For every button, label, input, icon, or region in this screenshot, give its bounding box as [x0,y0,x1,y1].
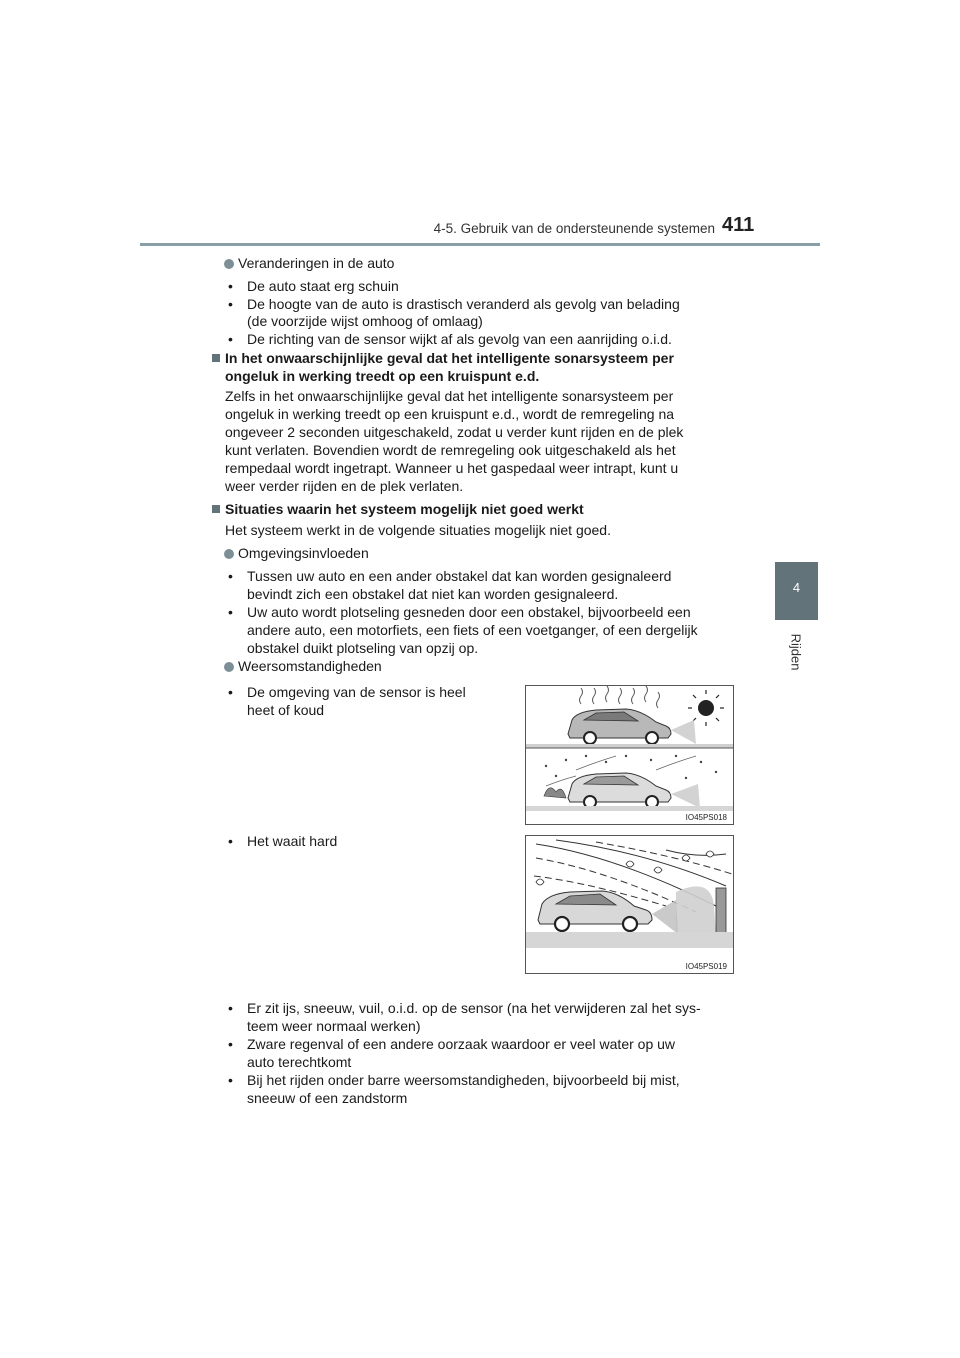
figure-code: IO45PS019 [685,962,727,971]
list-item: Tussen uw auto en een ander obstakel dat kan worden gesignaleerd [247,568,672,584]
page-number: 411 [722,214,755,236]
list-item: De hoogte van de auto is drastisch veranderd als gevolg van belading [247,296,680,312]
subheading-weather: Weersomstandigheden [238,658,382,674]
square-bullet-icon [212,505,220,513]
subheading-vehicle-changes: Veranderingen in de auto [238,255,395,271]
section-heading-crossing: In het onwaarschijnlijke geval dat het intelligente sonarsysteem per [225,350,674,366]
bullet-dot: • [228,296,233,312]
list-item: Zware regenval of een andere oorzaak waardoor er veel water op uw [247,1036,676,1052]
bullet-dot: • [228,833,233,849]
section-heading-situations: Situaties waarin het systeem mogelijk niet goed werkt [225,501,584,517]
subheading-environment: Omgevingsinvloeden [238,545,369,561]
paragraph-intro: Het systeem werkt in de volgende situaties mogelijk niet goed. [225,522,611,538]
circle-bullet-icon [224,259,234,269]
chapter-label: Rijden [788,633,804,671]
bullet-dot: • [228,1072,233,1088]
square-bullet-icon [212,354,220,362]
circle-bullet-icon [224,662,234,672]
bullet-dot: • [228,1000,233,1016]
paragraph-line: rempedaal wordt ingetrapt. Wanneer u het gaspedaal weer intrapt, kunt u [225,460,679,476]
list-item-continuation: obstakel duikt plotseling van opzij op. [247,640,479,656]
figure-code: IO45PS018 [685,813,727,822]
bullet-dot: • [228,568,233,584]
list-item-continuation: bevindt zich een obstakel dat niet kan worden gesignaleerd. [247,586,619,602]
paragraph-line: weer verder rijden en de plek verlaten. [225,478,464,494]
list-item: De auto staat erg schuin [247,278,399,294]
list-item: De richting van de sensor wijkt af als gevolg van een aanrijding o.i.d. [247,331,672,347]
circle-bullet-icon [224,549,234,559]
leaf-icon [536,851,714,885]
paragraph-line: Zelfs in het onwaarschijnlijke geval dat het intelligente sonarsysteem per [225,388,674,404]
paragraph-line: kunt verlaten. Bovendien wordt de remregeling ook uitgeschakeld als het [225,442,676,458]
section-heading-crossing-line2: ongeluk in werking treedt op een kruispunt e.d. [225,368,540,384]
list-item-continuation: andere auto, een motorfiets, een fiets of een voetganger, of een dergelijk [247,622,698,638]
bullet-dot: • [228,604,233,620]
list-item: Bij het rijden onder barre weersomstandigheden, bijvoorbeeld bij mist, [247,1072,680,1088]
wind-illustration [526,836,733,973]
list-item-continuation: auto terechtkomt [247,1054,352,1070]
list-item-continuation: (de voorzijde wijst omhoog of omlaag) [247,313,483,329]
list-item-continuation: teem weer normaal werken) [247,1018,421,1034]
bullet-dot: • [228,684,233,700]
header-rule [140,243,820,246]
chapter-tab[interactable]: 4 [775,562,818,620]
figure-temperature [525,685,734,825]
bullet-dot: • [228,278,233,294]
temperature-illustration [526,686,733,824]
list-item-continuation: sneeuw of een zandstorm [247,1090,408,1106]
list-item: Het waait hard [247,833,338,849]
list-item-continuation: heet of koud [247,702,325,718]
paragraph-line: ongeluk in werking treedt op een kruispunt e.d., wordt de remregeling na [225,406,675,422]
bullet-dot: • [228,331,233,347]
bullet-dot: • [228,1036,233,1052]
list-item: Uw auto wordt plotseling gesneden door een obstakel, bijvoorbeeld een [247,604,691,620]
figure-wind [525,835,734,974]
list-item: De omgeving van de sensor is heel [247,684,466,700]
list-item: Er zit ijs, sneeuw, vuil, o.i.d. op de sensor (na het verwijderen zal het sys- [247,1000,701,1016]
running-header: 4-5. Gebruik van de ondersteunende systemen [433,221,715,236]
paragraph-line: ongeveer 2 seconden uitgeschakeld, zodat u verder kunt rijden en de plek [225,424,684,440]
